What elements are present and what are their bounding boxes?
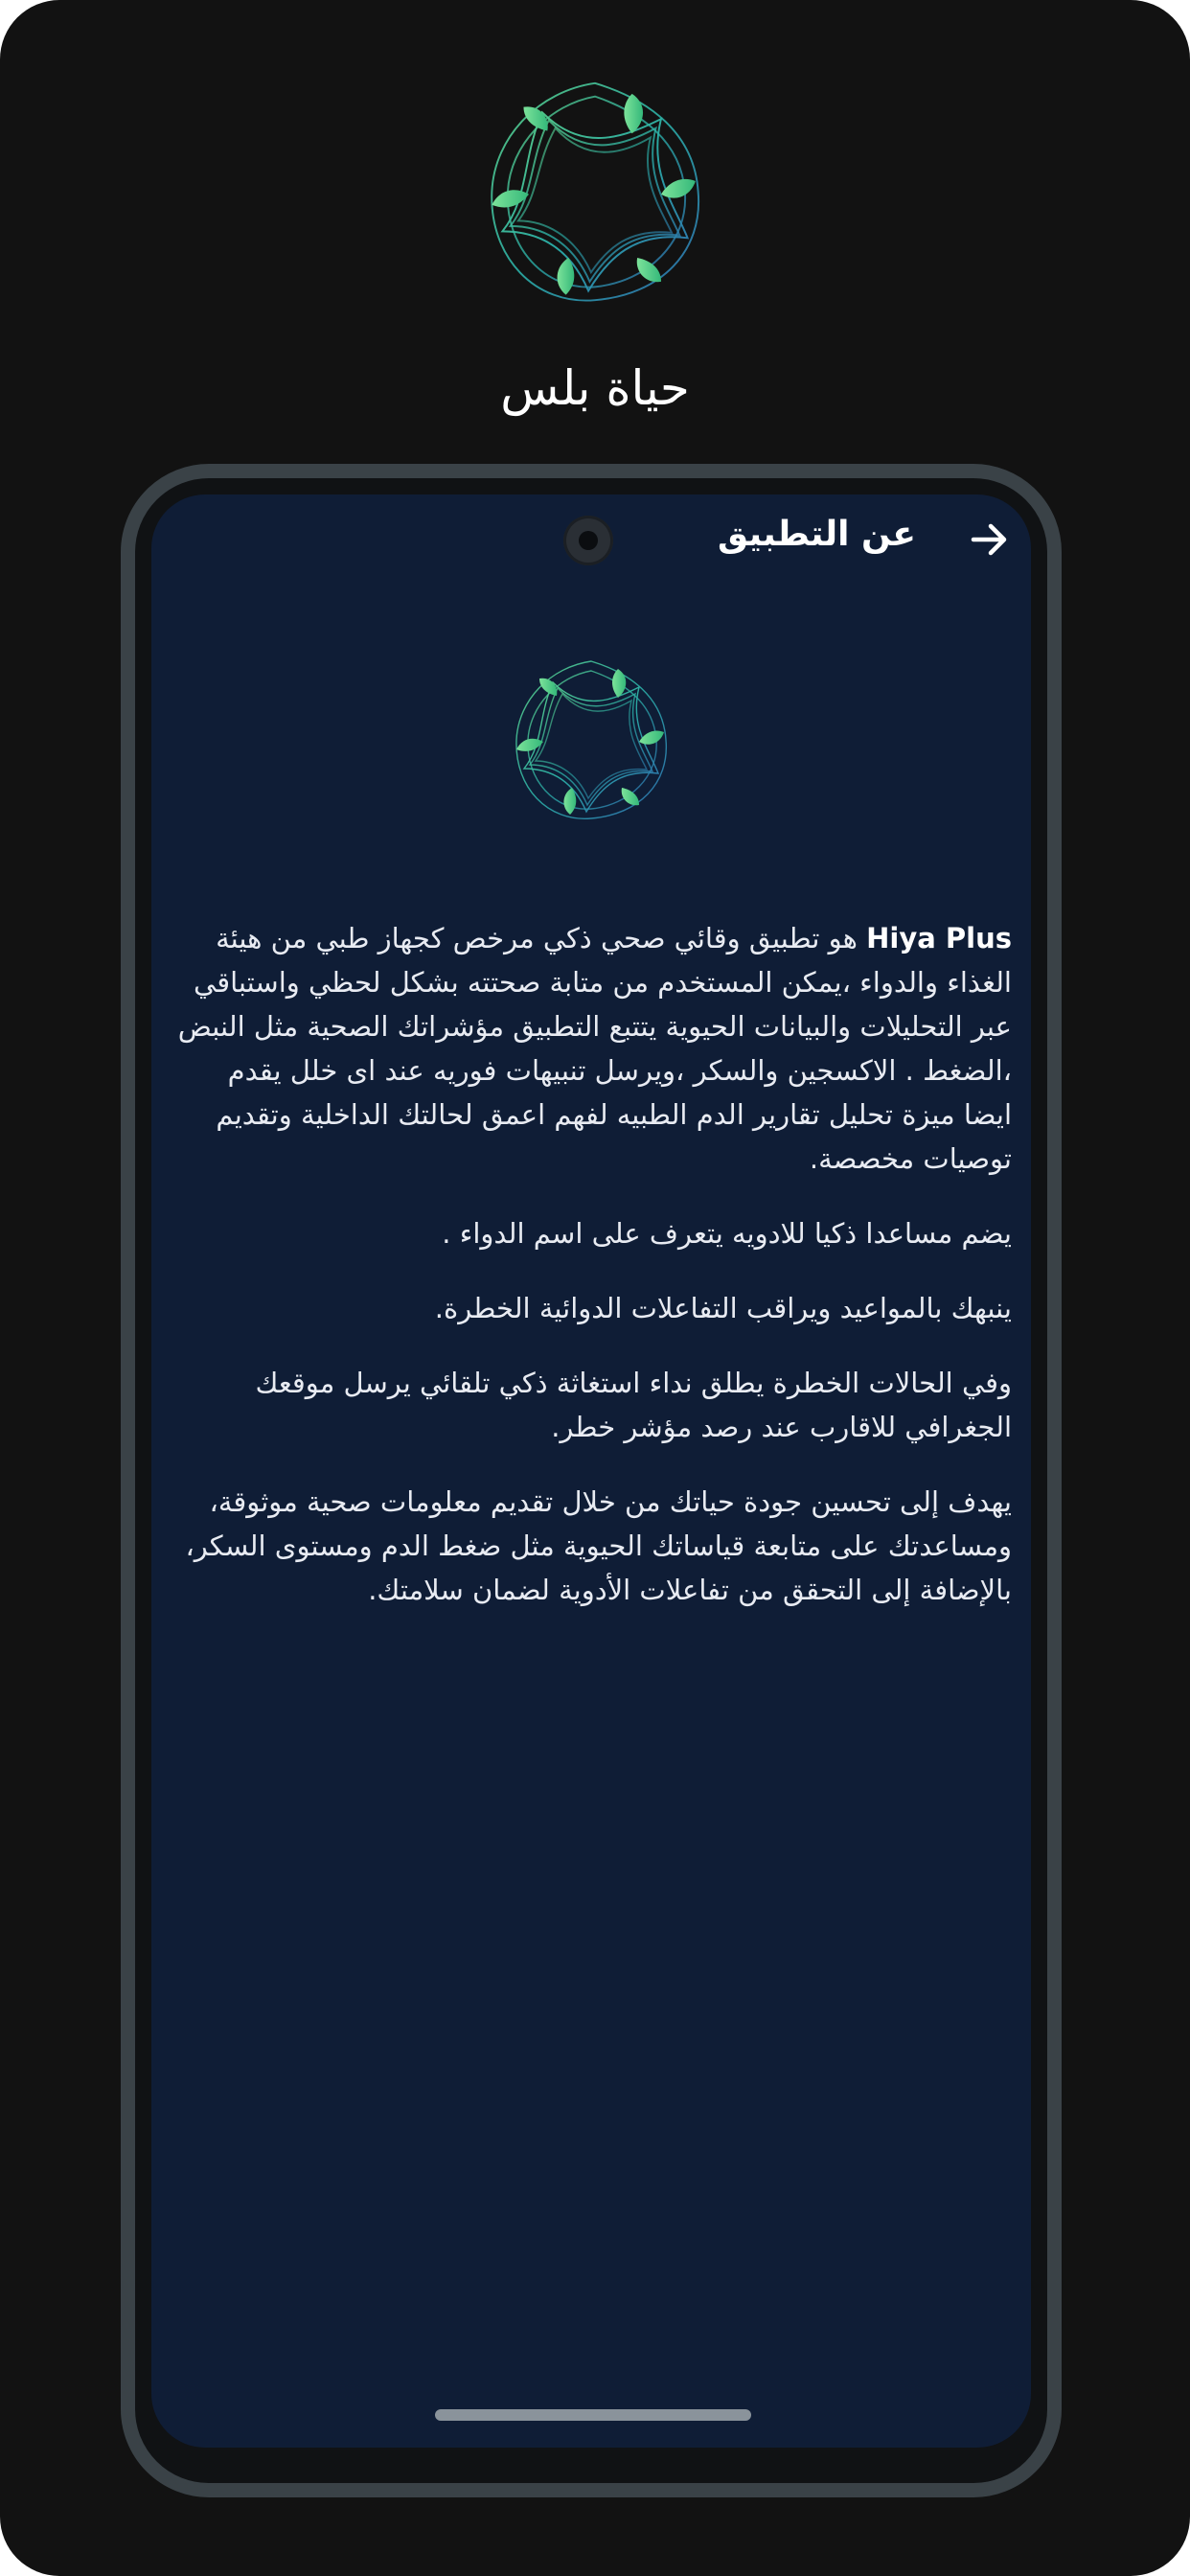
back-button[interactable] <box>966 516 1014 564</box>
arrow-right-icon <box>968 518 1012 562</box>
about-paragraph-1 <box>172 916 1012 1181</box>
front-camera <box>563 516 613 565</box>
about-paragraph-2: يضم مساعدا ذكيا للادويه يتعرف على اسم الدواء . <box>442 1217 1012 1250</box>
about-paragraph-3: ينبهك بالمواعيد ويراقب التفاعلات الدوائية الخطرة. <box>434 1292 1012 1324</box>
top-bar <box>151 494 1031 581</box>
hiya-plus-logo-icon <box>463 59 727 324</box>
about-content <box>172 916 1012 1643</box>
brand-title: حياة بلس <box>500 360 690 416</box>
page-title: عن التطبيق <box>718 515 916 554</box>
hiya-plus-logo-icon <box>495 644 687 836</box>
about-paragraph-5: يهدف إلى تحسين جودة حياتك من خلال تقديم معلومات صحية موثوقة، ومساعدتك على متابعة قياساتك الحيوية مثل ضغط الدم ومستوى السكر، بالإضافة إلى التحقق من تفاعلات الأدوية لضمان سلامتك. <box>185 1485 1012 1606</box>
about-paragraph-1-text: هو تطبيق وقائي صحي ذكي مرخص كجهاز طبي من هيئة الغذاء والدواء ،يمكن المستخدم من متابة صحتته بشكل لحظي واستباقي عبر التحليلات والبيانات الحيوية يتتبع التطبيق مؤشراتك الصحية مثل النبض ،الضغط . الاكسجين والسكر ،ويرسل تنبيهات فوريه عند اى خلل يقدم ايضا ميزة تحليل تقارير الدم الطبيه لفهم اعمق لحالتك الداخلية وتقديم توصيات مخصصة. <box>177 922 1012 1175</box>
phone-screen <box>151 494 1031 2448</box>
brand-name: Hiya Plus <box>866 922 1012 954</box>
home-indicator[interactable] <box>435 2409 751 2421</box>
about-paragraph-4: وفي الحالات الخطرة يطلق نداء استغاثة ذكي تلقائي يرسل موقعك الجغرافي للاقارب عند رصد مؤشر خطر. <box>255 1367 1012 1443</box>
